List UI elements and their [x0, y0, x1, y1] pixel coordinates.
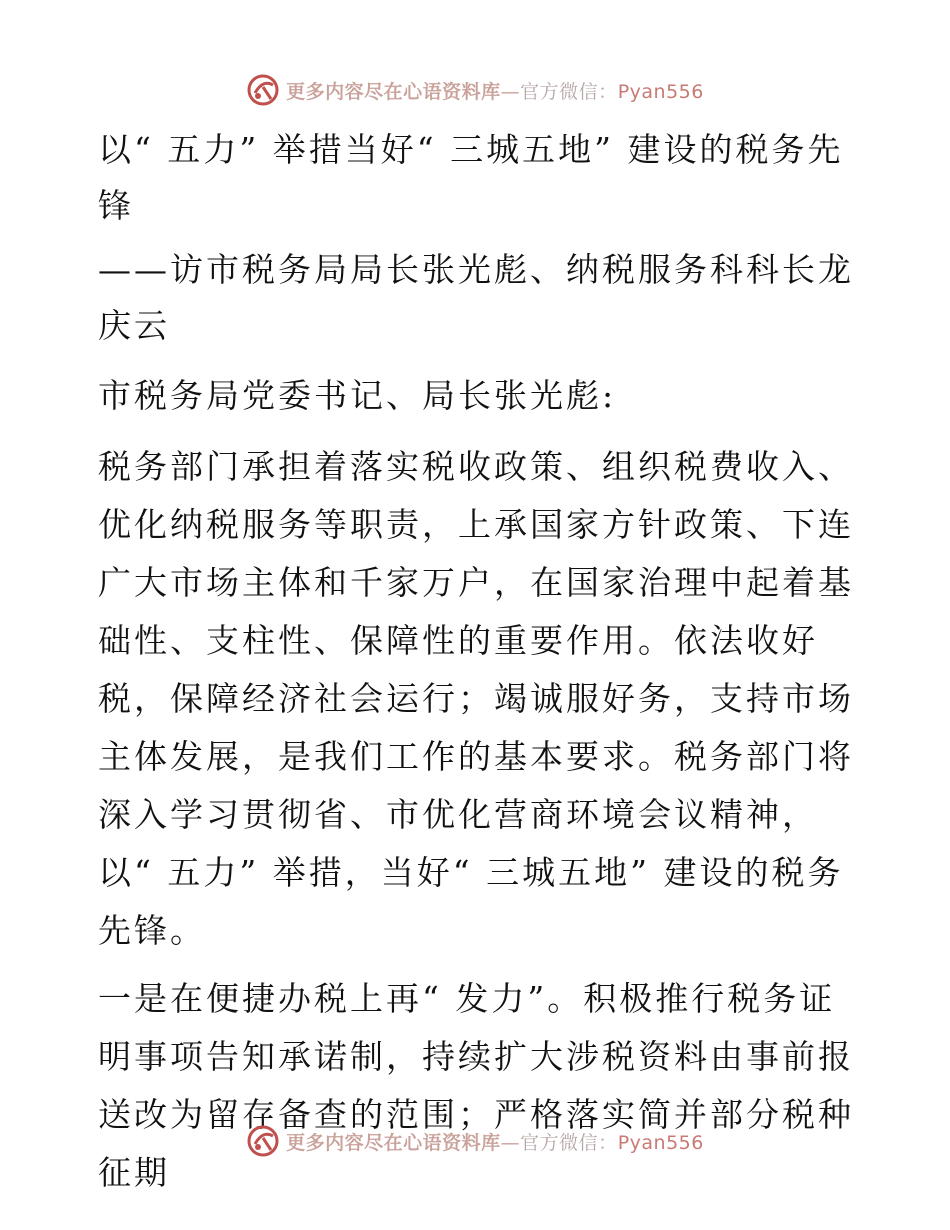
article-title: 以“ 五力” 举措当好“ 三城五地” 建设的税务先锋 [98, 130, 844, 225]
watermark-text [286, 77, 704, 104]
watermark-separator: — [500, 1131, 521, 1154]
watermark-separator: — [500, 80, 521, 103]
watermark-brand: 更多内容尽在心语资料库 [286, 1131, 501, 1154]
watermark-official-label: 官方微信： [520, 1131, 618, 1154]
watermark-wechat-id: Pyan556 [617, 80, 704, 103]
watermark-wechat-id: Pyan556 [617, 1131, 704, 1154]
speaker-heading: 市税务局党委书记、局长张光彪: [98, 376, 617, 415]
watermark-official-label: 官方微信： [520, 80, 618, 103]
paragraph-1: 税务部门承担着落实税收政策、组织税费收入、优化纳税服务等职责，上承国家方针政策、下连广大市场主体和千家万户，在国家治理中起着基础性、支柱性、保障性的重要作用。依法收好税，保障经济社会运行；竭诚服好务，支持市场主体发展，是我们工作的基本要求。税务部门将深入学习贯彻省、市优化营商环境会议精神，以“ 五力” 举措，当好“ 三城五地” 建设的税务先锋。 [98, 447, 854, 950]
brand-logo-icon [246, 73, 280, 107]
watermark-brand: 更多内容尽在心语资料库 [286, 80, 501, 103]
paragraph-2: 一是在便捷办税上再“ 发力”。积极推行税务证明事项告知承诺制，持续扩大涉税资料由事前报送改为留存备查的范围；严格落实简并部分税种征期 [98, 979, 854, 1192]
footer-watermark [0, 1121, 950, 1161]
header-watermark [0, 70, 950, 110]
article-subtitle: ——访市税务局局长张光彪、纳税服务科科长龙庆云 [98, 250, 854, 345]
watermark-text [286, 1128, 704, 1155]
brand-logo-icon [246, 1124, 280, 1158]
article-body [98, 122, 858, 1202]
